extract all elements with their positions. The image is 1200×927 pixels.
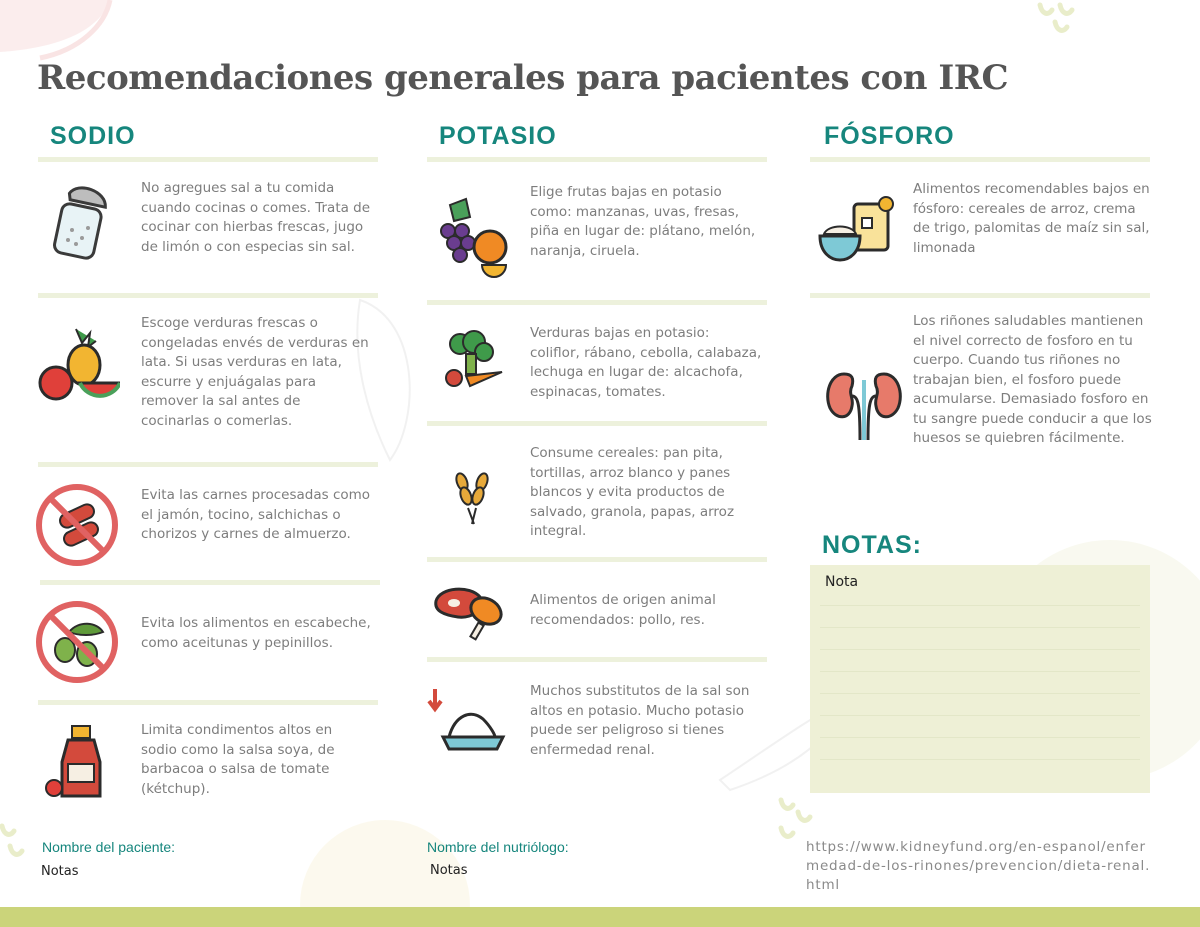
potasio-item-5-text: Muchos substitutos de la sal son altos en potasio. Mucho potasio puede ser peligroso si tienes enfermedad renal. [530, 683, 750, 758]
kidneys-icon [822, 360, 906, 444]
sodio-item-1-text: No agregues sal a tu comida cuando cocinas o comes. Trata de cocinar con hierbas frescas, jugo de limón o con especias sin sal. [141, 180, 371, 255]
heading-potasio: POTASIO [439, 122, 557, 150]
no-sausages-icon [35, 483, 119, 567]
salt-shaker-icon [38, 180, 122, 264]
notes-value: Nota [825, 574, 859, 590]
nutritionist-name-field[interactable]: Notas [430, 863, 468, 878]
sodio-item-2-text: Escoge verduras frescas o congeladas envés de verduras en lata. Si usas verduras en lata, escurre y enjuágalas para remover la sal antes de cocinarlas o comerlas. [141, 315, 369, 429]
separator [40, 580, 380, 585]
heading-sodio: SODIO [50, 122, 136, 150]
potasio-item-1-text: Elige frutas bajas en potasio como: manzanas, uvas, fresas, piña en lugar de: plátano, melón, naranja, ciruela. [530, 184, 756, 259]
separator [810, 293, 1150, 298]
notes-heading: NOTAS: [822, 531, 922, 559]
cereal-lemonade-icon [816, 190, 900, 274]
vegetables-icon [430, 320, 514, 404]
potasio-item-2-text: Verduras bajas en potasio: coliflor, rábano, cebolla, calabaza, lechuga en lugar de: alcachofa, espinacas, tomates. [530, 325, 762, 400]
separator [427, 557, 767, 562]
fruits-pineapple-icon [36, 325, 120, 409]
sodio-item-5-text: Limita condimentos altos en sodio como la salsa soya, de barbacoa o salsa de tomate (kétchup). [141, 722, 335, 797]
meat-chicken-icon [430, 575, 514, 659]
no-olives-icon [35, 600, 119, 684]
notes-textbox[interactable] [810, 565, 1150, 793]
patient-name-label: Nombre del paciente: [42, 839, 176, 855]
separator [38, 462, 378, 467]
pink-blob-decoration [0, 0, 110, 52]
notes-rule [820, 649, 1140, 650]
notes-rule [820, 759, 1140, 760]
bottom-bar [0, 907, 1200, 927]
fosforo-item-1-text: Alimentos recomendables bajos en fósforo: cereales de arroz, crema de trigo, palomitas de maíz sin sal, limonada [913, 181, 1150, 256]
wheat-icon [430, 452, 514, 536]
separator [427, 157, 767, 162]
notes-rule [820, 693, 1140, 694]
sodio-item-4-text: Evita los alimentos en escabeche, como aceitunas y pepinillos. [141, 615, 371, 651]
nutritionist-name-label: Nombre del nutriólogo: [427, 839, 569, 855]
heading-fosforo: FÓSFORO [824, 122, 955, 150]
notes-rule [820, 737, 1140, 738]
fosforo-item-2-text: Los riñones saludables mantienen el nivel correcto de fosforo en tu cuerpo. Cuando tus riñones no trabajan bien, el fosforo puede acumularse. Demasiado fosforo en tu sangre puede conducir a que los huesos se quiebren fácilmente. [913, 313, 1152, 446]
separator [810, 157, 1150, 162]
ketchup-bottle-icon [38, 722, 122, 806]
notes-rule [820, 627, 1140, 628]
page-title: Recomendaciones generales para pacientes con IRC [37, 58, 1009, 98]
source-url-link[interactable]: https://www.kidneyfund.org/en-espanol/enfermedad-de-los-rinones/prevencion/dieta-renal.html [806, 839, 1151, 893]
potasio-item-3-text: Consume cereales: pan pita, tortillas, arroz blanco y panes blancos y evita productos de salvado, granola, papas, arroz integral. [530, 445, 735, 539]
salt-pile-icon [425, 685, 509, 769]
separator [38, 700, 378, 705]
separator [427, 300, 767, 305]
separator [427, 421, 767, 426]
separator [38, 157, 378, 162]
sodio-item-3-text: Evita las carnes procesadas como el jamón, tocino, salchichas o chorizos y carnes de almuerzo. [141, 487, 371, 542]
potasio-item-4-text: Alimentos de origen animal recomendados: pollo, res. [530, 592, 716, 628]
separator [38, 293, 378, 298]
patient-name-field[interactable]: Notas [41, 864, 79, 879]
notes-rule [820, 715, 1140, 716]
fruits-grapes-icon [430, 195, 514, 279]
notes-rule [820, 605, 1140, 606]
notes-rule [820, 671, 1140, 672]
